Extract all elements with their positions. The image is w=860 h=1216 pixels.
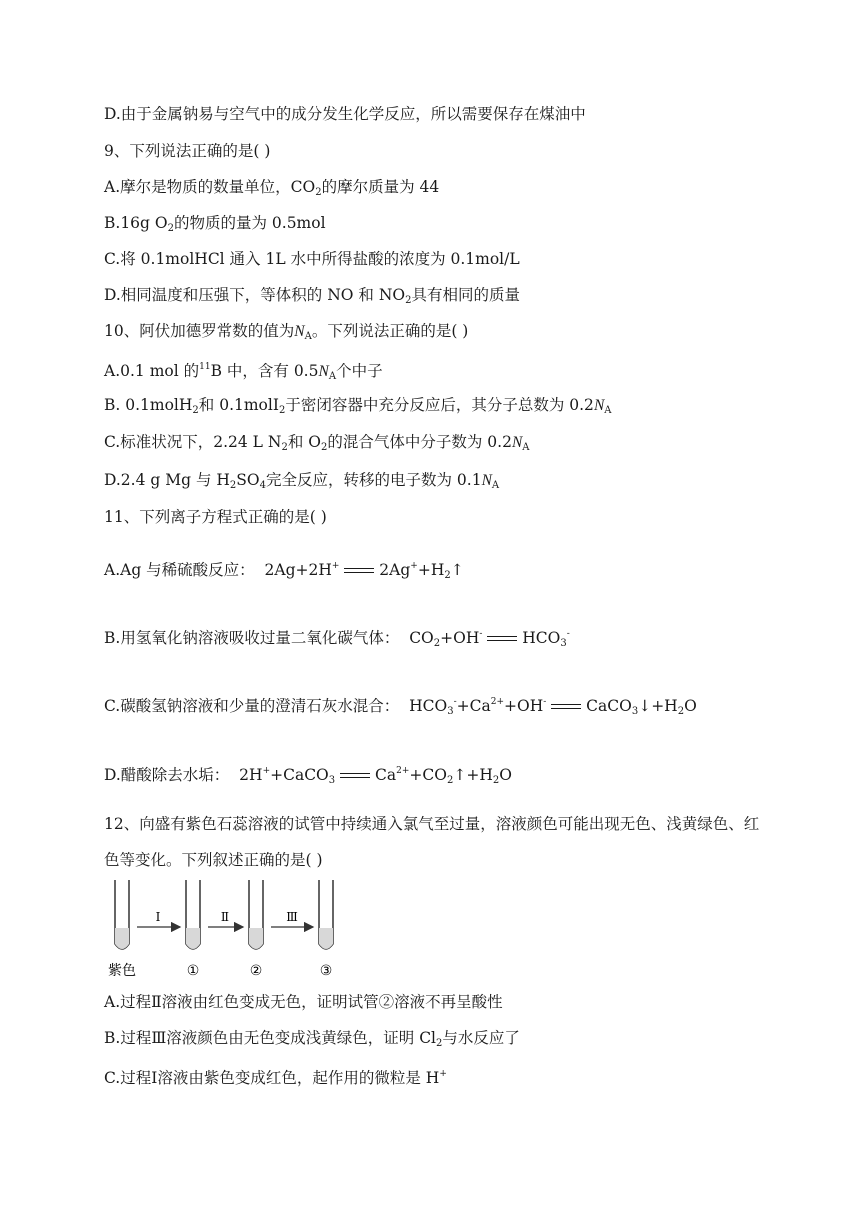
q9-option-c: C.将 0.1molHCl 通入 1L 水中所得盐酸的浓度为 0.1mol/L — [104, 250, 520, 268]
tube-label-2: ② — [249, 963, 263, 979]
q12-option-a: A.过程Ⅱ溶液由红色变成无色，证明试管②溶液不再呈酸性 — [104, 993, 503, 1011]
equals-sign — [344, 567, 374, 575]
arrow-label-2: Ⅱ — [220, 910, 230, 924]
equals-sign — [551, 703, 581, 711]
tube-label-purple: 紫色 — [108, 963, 136, 979]
tube-label-3: ③ — [319, 963, 333, 979]
question-11: 11、下列离子方程式正确的是( ) — [104, 508, 327, 526]
arrow-label-3: Ⅲ — [286, 910, 298, 924]
q10-option-a: A.0.1 mol 的$^{11}$B 中，含有 $0.5N_A$个中子 — [104, 362, 383, 382]
test-tube-3 — [319, 880, 333, 949]
q9-option-d: D.相同温度和压强下，等体积的 NO 和 $NO_2$具有相同的质量 — [104, 286, 521, 306]
test-tube-2 — [249, 880, 263, 949]
q12-option-b: B.过程Ⅲ溶液颜色由无色变成浅黄绿色，证明 $Cl_2$与水反应了 — [104, 1029, 520, 1049]
q12-option-c: C.过程Ⅰ溶液由紫色变成红色，起作用的微粒是 H+ — [104, 1069, 447, 1087]
q9-option-a: A.摩尔是物质的数量单位，$CO_2$的摩尔质量为 44 — [104, 178, 440, 198]
q8-option-d: D.由于金属钠易与空气中的成分发生化学反应，所以需要保存在煤油中 — [104, 105, 586, 123]
question-10: 10、阿伏加德罗常数的值为$N_A$。下列说法正确的是( ) — [104, 322, 469, 342]
test-tube-figure — [104, 876, 364, 980]
q11-option-d: D.醋酸除去水垢： 2H++CaCO$_3$ $Ca^{2+}+CO_2↑+H_2O$ — [104, 766, 512, 786]
test-tube-1 — [186, 880, 200, 949]
tube-label-1: ① — [186, 963, 200, 979]
q10-option-b: B. 0.1molH$_2$和 0.1molI$_2$于密闭容器中充分反应后，其分子总数为 $0.2N_A$ — [104, 396, 612, 416]
equals-sign — [340, 772, 370, 780]
arrow-label-1: Ⅰ — [155, 910, 161, 924]
test-tube-purple — [115, 880, 129, 949]
q11-option-a: A.Ag 与稀硫酸反应： 2Ag+2H+ $2Ag^++H_2↑$ — [104, 561, 464, 581]
question-12: 12、向盛有紫色石蕊溶液的试管中持续通入氯气至过量，溶液颜色可能出现无色、浅黄绿色、红色等变化。下列叙述正确的是( ) — [104, 815, 760, 869]
q10-option-c: C.标准状况下，2.24 L $N_2$和 $O_2$的混合气体中分子数为 $0.2N_A$ — [104, 433, 530, 453]
q11-option-b: B.用氢氧化钠溶液吸收过量二氧化碳气体： $CO_2+OH^-$ $HCO_3^-$ — [104, 629, 570, 649]
q10-option-d: D.2.4 g Mg 与 $H_2SO_4$完全反应，转移的电子数为 $0.1N_A$ — [104, 471, 500, 491]
equals-sign — [487, 635, 517, 643]
question-9: 9、下列说法正确的是( ) — [104, 142, 271, 160]
q9-option-b: B.16g $O_2$的物质的量为 0.5mol — [104, 214, 326, 234]
q11-option-c: C.碳酸氢钠溶液和少量的澄清石灰水混合： $HCO_3^-+Ca^{2+}+OH^-$ $CaCO_3↓+H_2O$ — [104, 697, 697, 717]
